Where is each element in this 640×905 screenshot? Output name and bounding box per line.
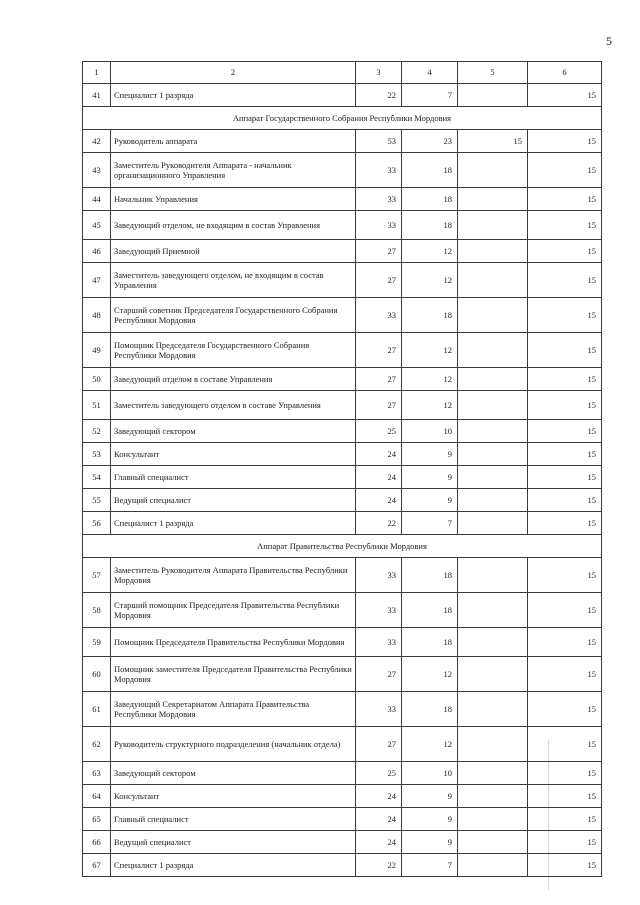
col3-value: 33 bbox=[356, 188, 402, 211]
col4-value: 9 bbox=[402, 785, 458, 808]
position-name: Специалист 1 разряда bbox=[111, 512, 356, 535]
table-row bbox=[83, 368, 602, 391]
col3-value: 27 bbox=[356, 240, 402, 263]
col4-value: 18 bbox=[402, 188, 458, 211]
col5-value bbox=[458, 558, 528, 593]
col3-value: 22 bbox=[356, 854, 402, 877]
col3-value: 27 bbox=[356, 657, 402, 692]
table-row bbox=[83, 558, 602, 593]
table-row bbox=[83, 333, 602, 368]
position-name: Заведующий отделом, не входящим в состав Управления bbox=[111, 211, 356, 240]
col3-value: 27 bbox=[356, 391, 402, 420]
col5-value bbox=[458, 333, 528, 368]
table-row bbox=[83, 263, 602, 298]
col6-value: 15 bbox=[528, 831, 602, 854]
col3-value: 33 bbox=[356, 298, 402, 333]
table-row bbox=[83, 466, 602, 489]
table-body bbox=[83, 62, 602, 877]
position-name: Заведующий Секретариатом Аппарата Правительства Республики Мордовия bbox=[111, 692, 356, 727]
row-number: 58 bbox=[83, 593, 111, 628]
section-title: Аппарат Государственного Собрания Республики Мордовия bbox=[83, 107, 602, 130]
row-number: 55 bbox=[83, 489, 111, 512]
col3-value: 27 bbox=[356, 368, 402, 391]
col3-value: 22 bbox=[356, 512, 402, 535]
table-row bbox=[83, 692, 602, 727]
row-number: 50 bbox=[83, 368, 111, 391]
position-name: Руководитель структурного подразделения (начальник отдела) bbox=[111, 727, 356, 762]
row-number: 46 bbox=[83, 240, 111, 263]
col5-value bbox=[458, 368, 528, 391]
column-number-header-row bbox=[83, 62, 602, 84]
position-name: Помощник Председателя Государственного Собрания Республики Мордовия bbox=[111, 333, 356, 368]
position-name: Старший советник Председателя Государственного Собрания Республики Мордовия bbox=[111, 298, 356, 333]
col4-value: 7 bbox=[402, 854, 458, 877]
col5-value bbox=[458, 762, 528, 785]
col5-value bbox=[458, 657, 528, 692]
section-header-row bbox=[83, 535, 602, 558]
position-name: Главный специалист bbox=[111, 808, 356, 831]
table-row bbox=[83, 489, 602, 512]
col5-value bbox=[458, 628, 528, 657]
col4-value: 9 bbox=[402, 808, 458, 831]
col4-value: 23 bbox=[402, 130, 458, 153]
col6-value: 15 bbox=[528, 263, 602, 298]
row-number: 52 bbox=[83, 420, 111, 443]
table-row bbox=[83, 628, 602, 657]
col5-value: 15 bbox=[458, 130, 528, 153]
row-number: 61 bbox=[83, 692, 111, 727]
col4-value: 18 bbox=[402, 153, 458, 188]
table-row bbox=[83, 420, 602, 443]
table-row bbox=[83, 808, 602, 831]
col6-value: 15 bbox=[528, 489, 602, 512]
col4-value: 9 bbox=[402, 466, 458, 489]
col4-value: 12 bbox=[402, 333, 458, 368]
table-row bbox=[83, 391, 602, 420]
row-number: 48 bbox=[83, 298, 111, 333]
col5-value bbox=[458, 84, 528, 107]
col4-value: 7 bbox=[402, 512, 458, 535]
col5-value bbox=[458, 263, 528, 298]
col6-value: 15 bbox=[528, 211, 602, 240]
col6-value: 15 bbox=[528, 333, 602, 368]
col6-value: 15 bbox=[528, 692, 602, 727]
position-name: Заведующий сектором bbox=[111, 762, 356, 785]
position-name: Консультант bbox=[111, 785, 356, 808]
col3-value: 24 bbox=[356, 489, 402, 512]
col4-value: 12 bbox=[402, 657, 458, 692]
column-number-2: 2 bbox=[111, 62, 356, 84]
table-row bbox=[83, 854, 602, 877]
col4-value: 18 bbox=[402, 298, 458, 333]
col6-value: 15 bbox=[528, 854, 602, 877]
col3-value: 24 bbox=[356, 443, 402, 466]
row-number: 67 bbox=[83, 854, 111, 877]
col5-value bbox=[458, 391, 528, 420]
col3-value: 33 bbox=[356, 692, 402, 727]
col3-value: 27 bbox=[356, 263, 402, 298]
col6-value: 15 bbox=[528, 558, 602, 593]
col4-value: 18 bbox=[402, 692, 458, 727]
table-row bbox=[83, 240, 602, 263]
position-name: Ведущий специалист bbox=[111, 489, 356, 512]
col5-value bbox=[458, 298, 528, 333]
col3-value: 24 bbox=[356, 466, 402, 489]
col5-value bbox=[458, 211, 528, 240]
col4-value: 10 bbox=[402, 420, 458, 443]
col6-value: 15 bbox=[528, 628, 602, 657]
col3-value: 53 bbox=[356, 130, 402, 153]
position-name: Помощник заместителя Председателя Правительства Республики Мордовия bbox=[111, 657, 356, 692]
staff-table bbox=[82, 61, 602, 877]
col4-value: 12 bbox=[402, 391, 458, 420]
col4-value: 9 bbox=[402, 443, 458, 466]
col3-value: 27 bbox=[356, 333, 402, 368]
column-number-4: 4 bbox=[402, 62, 458, 84]
col5-value bbox=[458, 240, 528, 263]
position-name: Главный специалист bbox=[111, 466, 356, 489]
position-name: Заместитель заведующего отделом в составе Управления bbox=[111, 391, 356, 420]
col4-value: 18 bbox=[402, 211, 458, 240]
col3-value: 33 bbox=[356, 211, 402, 240]
column-number-3: 3 bbox=[356, 62, 402, 84]
col6-value: 15 bbox=[528, 240, 602, 263]
row-number: 49 bbox=[83, 333, 111, 368]
col3-value: 25 bbox=[356, 420, 402, 443]
row-number: 62 bbox=[83, 727, 111, 762]
col3-value: 25 bbox=[356, 762, 402, 785]
col4-value: 18 bbox=[402, 628, 458, 657]
col3-value: 24 bbox=[356, 831, 402, 854]
col6-value: 15 bbox=[528, 466, 602, 489]
position-name: Помощник Председателя Правительства Республики Мордовия bbox=[111, 628, 356, 657]
col3-value: 33 bbox=[356, 153, 402, 188]
position-name: Заместитель Руководителя Аппарата - начальник организационного Управления bbox=[111, 153, 356, 188]
col6-value: 15 bbox=[528, 657, 602, 692]
table-row bbox=[83, 657, 602, 692]
row-number: 65 bbox=[83, 808, 111, 831]
col6-value: 15 bbox=[528, 808, 602, 831]
page-number: 5 bbox=[606, 34, 612, 48]
table-row bbox=[83, 153, 602, 188]
position-name: Заместитель Руководителя Аппарата Правительства Республики Мордовия bbox=[111, 558, 356, 593]
row-number: 41 bbox=[83, 84, 111, 107]
row-number: 60 bbox=[83, 657, 111, 692]
col4-value: 10 bbox=[402, 762, 458, 785]
col5-value bbox=[458, 785, 528, 808]
table-row bbox=[83, 785, 602, 808]
col4-value: 12 bbox=[402, 727, 458, 762]
position-name: Заведующий отделом в составе Управления bbox=[111, 368, 356, 391]
col5-value bbox=[458, 443, 528, 466]
column-number-1: 1 bbox=[83, 62, 111, 84]
col6-value: 15 bbox=[528, 130, 602, 153]
col5-value bbox=[458, 489, 528, 512]
row-number: 64 bbox=[83, 785, 111, 808]
table-row bbox=[83, 211, 602, 240]
position-name: Ведущий специалист bbox=[111, 831, 356, 854]
col6-value: 15 bbox=[528, 727, 602, 762]
row-number: 53 bbox=[83, 443, 111, 466]
col5-value bbox=[458, 153, 528, 188]
row-number: 57 bbox=[83, 558, 111, 593]
col6-value: 15 bbox=[528, 785, 602, 808]
row-number: 56 bbox=[83, 512, 111, 535]
position-name: Специалист 1 разряда bbox=[111, 84, 356, 107]
col6-value: 15 bbox=[528, 391, 602, 420]
col6-value: 15 bbox=[528, 84, 602, 107]
table-row bbox=[83, 593, 602, 628]
row-number: 42 bbox=[83, 130, 111, 153]
col3-value: 24 bbox=[356, 808, 402, 831]
col6-value: 15 bbox=[528, 188, 602, 211]
row-number: 51 bbox=[83, 391, 111, 420]
row-number: 43 bbox=[83, 153, 111, 188]
col5-value bbox=[458, 831, 528, 854]
col4-value: 12 bbox=[402, 240, 458, 263]
col5-value bbox=[458, 808, 528, 831]
row-number: 54 bbox=[83, 466, 111, 489]
col5-value bbox=[458, 854, 528, 877]
table-row bbox=[83, 298, 602, 333]
position-name: Начальник Управления bbox=[111, 188, 356, 211]
col3-value: 27 bbox=[356, 727, 402, 762]
table-row bbox=[83, 762, 602, 785]
row-number: 47 bbox=[83, 263, 111, 298]
col4-value: 18 bbox=[402, 558, 458, 593]
col6-value: 15 bbox=[528, 443, 602, 466]
table-row bbox=[83, 443, 602, 466]
col4-value: 9 bbox=[402, 831, 458, 854]
table-row bbox=[83, 831, 602, 854]
col5-value bbox=[458, 420, 528, 443]
col3-value: 24 bbox=[356, 785, 402, 808]
table-row bbox=[83, 512, 602, 535]
col5-value bbox=[458, 188, 528, 211]
col3-value: 33 bbox=[356, 628, 402, 657]
col5-value bbox=[458, 512, 528, 535]
col6-value: 15 bbox=[528, 762, 602, 785]
row-number: 45 bbox=[83, 211, 111, 240]
col4-value: 9 bbox=[402, 489, 458, 512]
row-number: 59 bbox=[83, 628, 111, 657]
col3-value: 33 bbox=[356, 558, 402, 593]
table-row bbox=[83, 130, 602, 153]
section-title: Аппарат Правительства Республики Мордовия bbox=[83, 535, 602, 558]
col6-value: 15 bbox=[528, 368, 602, 391]
col3-value: 22 bbox=[356, 84, 402, 107]
column-number-6: 6 bbox=[528, 62, 602, 84]
col4-value: 18 bbox=[402, 593, 458, 628]
col5-value bbox=[458, 727, 528, 762]
position-name: Заместитель заведующего отделом, не входящим в состав Управления bbox=[111, 263, 356, 298]
position-name: Консультант bbox=[111, 443, 356, 466]
position-name: Старший помощник Председателя Правительства Республики Мордовия bbox=[111, 593, 356, 628]
row-number: 44 bbox=[83, 188, 111, 211]
row-number: 63 bbox=[83, 762, 111, 785]
position-name: Руководитель аппарата bbox=[111, 130, 356, 153]
table-row bbox=[83, 727, 602, 762]
col5-value bbox=[458, 466, 528, 489]
col6-value: 15 bbox=[528, 420, 602, 443]
col5-value bbox=[458, 593, 528, 628]
col4-value: 12 bbox=[402, 368, 458, 391]
col6-value: 15 bbox=[528, 298, 602, 333]
col6-value: 15 bbox=[528, 512, 602, 535]
table-row bbox=[83, 84, 602, 107]
table-row bbox=[83, 188, 602, 211]
col6-value: 15 bbox=[528, 593, 602, 628]
col4-value: 12 bbox=[402, 263, 458, 298]
col3-value: 33 bbox=[356, 593, 402, 628]
position-name: Заведующий сектором bbox=[111, 420, 356, 443]
section-header-row bbox=[83, 107, 602, 130]
col4-value: 7 bbox=[402, 84, 458, 107]
col5-value bbox=[458, 692, 528, 727]
column-number-5: 5 bbox=[458, 62, 528, 84]
row-number: 66 bbox=[83, 831, 111, 854]
col6-value: 15 bbox=[528, 153, 602, 188]
position-name: Заведующий Приемной bbox=[111, 240, 356, 263]
position-name: Специалист 1 разряда bbox=[111, 854, 356, 877]
